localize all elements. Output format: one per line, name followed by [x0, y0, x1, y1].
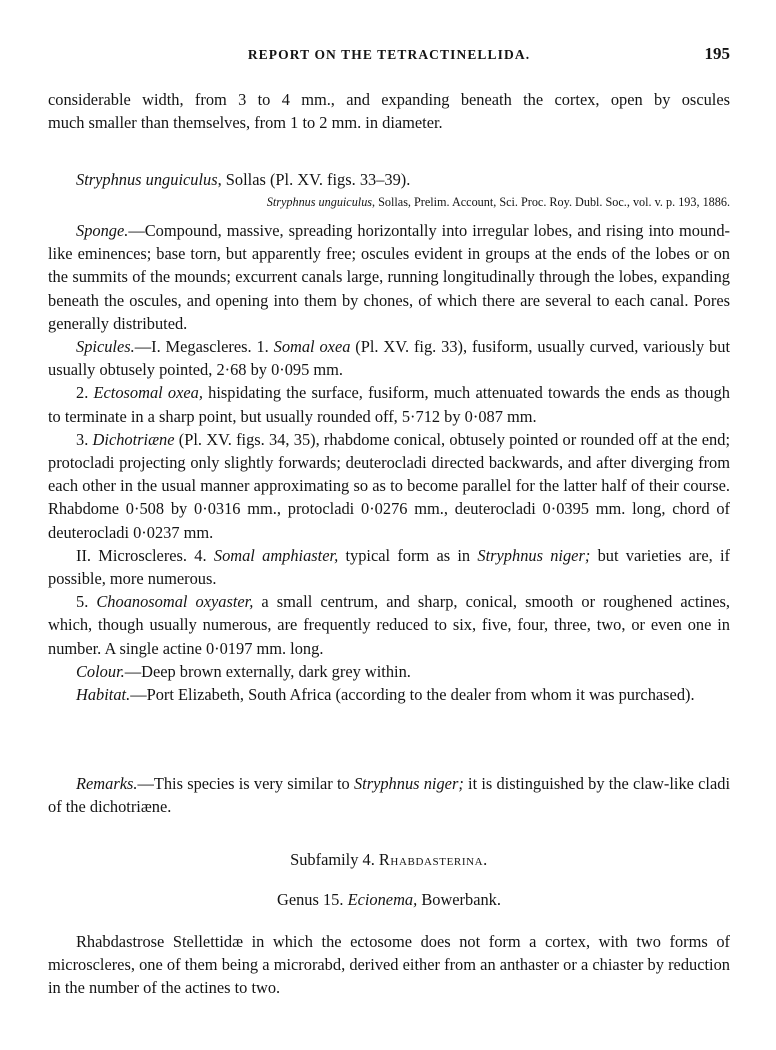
citation-name: Stryphnus unguiculus: [266, 195, 373, 209]
remarks-label: Remarks.: [76, 774, 138, 793]
somal-amphiaster-name: Somal amphiaster,: [213, 545, 339, 565]
genus-author: Bowerbank.: [417, 890, 501, 909]
subfamily-prefix: Subfamily 4.: [290, 850, 379, 869]
spicules-paragraph-1: [48, 335, 730, 381]
spicules-text-4c: but varieties are, if possible, more numerous.: [48, 545, 730, 589]
sponge-label: Sponge.: [76, 221, 129, 240]
spicules-text-2a: 2.: [76, 383, 94, 403]
dichotriaene-name: Dichotriæne: [92, 429, 175, 449]
spicules-text-5a: 5.: [76, 592, 97, 612]
ectosomal-oxea-name: Ectosomal oxea,: [93, 383, 203, 403]
species-name: Stryphnus unguiculus: [76, 170, 218, 189]
subfamily-name: Rhabdasterina.: [378, 850, 488, 869]
intro-line-2: much smaller than themselves, from 1 to 2 mm. in diameter.: [48, 113, 443, 133]
colour-label: Colour.: [76, 661, 125, 681]
genus-name: Ecionema,: [347, 890, 418, 909]
colour-text: —Deep brown externally, dark grey within.: [124, 661, 411, 681]
running-header: [48, 44, 730, 69]
species-authority: , Sollas (Pl. XV. figs. 33–39).: [217, 170, 411, 189]
page-number: 195: [704, 44, 730, 63]
habitat-label: Habitat.: [76, 685, 131, 705]
genus-description: [48, 930, 730, 1000]
sponge-text: —Compound, massive, spreading horizontally into irregular lobes, and rising into mound-like eminences; base torn, but apparently free; oscules evident in groups at the ends of the lobes or on the summits of the mounds; excurrent canals large, running longitudinally through the lobes, expanding beneath the oscules, and opening into them by chones, of which there are several to each canal. Pores generally distributed.: [48, 221, 730, 333]
running-title: REPORT ON THE TETRACTINELLIDA.: [247, 47, 531, 62]
spicules-paragraph-5: [48, 590, 730, 660]
spicules-text-4a: II. Microscleres. 4.: [76, 545, 214, 565]
remarks-text-b: it is distinguished by the claw-like cladi of the dichotriæne.: [48, 774, 731, 817]
intro-line-1: considerable width, from 3 to 4 mm., and expanding beneath the cortex, open by oscules: [48, 90, 730, 109]
spicules-text-1a: —I. Megascleres. 1.: [134, 337, 274, 357]
genus-description-text: Rhabdastrose Stellettidæ in which the ectosome does not form a cortex, with two forms of microscleres, one of them being a microrabd, derived either from an anthaster or a chiaster by reduction in the number of the actines to two.: [48, 932, 730, 998]
spicules-paragraph-4: [48, 544, 730, 590]
citation-text: , Sollas, Prelim. Account, Sci. Proc. Roy. Dubl. Soc., vol. v. p. 193, 1886.: [372, 195, 730, 209]
description-body: [48, 219, 730, 706]
choanosomal-oxyaster-name: Choanosomal oxyaster,: [96, 592, 254, 612]
habitat-paragraph: [48, 683, 730, 706]
spicules-text-3b: (Pl. XV. figs. 34, 35), rhabdome conical, obtusely pointed or rounded off at the end; protocladi projecting only slightly forwards; deuterocladi directed backwards, and after diverging from each other in the usual manner approximating so as to become parallel for the latter half of their course. Rhabdome 0·508 by 0·0316 mm., protocladi 0·0276 mm., deuterocladi 0·0395 mm. long, chord of deuterocladi 0·0237 mm.: [48, 429, 731, 542]
somal-oxea-name: Somal oxea: [273, 337, 351, 357]
colour-paragraph: [48, 660, 730, 683]
spicules-text-2b: hispidating the surface, fusiform, much attenuated towards the ends as though to terminate in a sharp point, but usually rounded off, 5·712 by 0·087 mm.: [48, 383, 731, 426]
genus-prefix: Genus 15.: [277, 890, 348, 909]
remarks-ref: Stryphnus niger;: [353, 774, 464, 793]
remarks-paragraph: [48, 772, 730, 818]
species-heading: [48, 168, 730, 191]
sponge-paragraph: [48, 219, 730, 335]
intro-paragraph: [48, 88, 730, 134]
spicules-paragraph-2: [48, 381, 730, 427]
remarks-text-a: —This species is very similar to: [137, 774, 354, 793]
spicules-paragraph-3: [48, 428, 730, 544]
species-citation: [48, 194, 730, 210]
habitat-text: —Port Elizabeth, South Africa (according to the dealer from whom it was purchased).: [130, 685, 695, 705]
spicules-text-4b: typical form as in: [338, 545, 478, 565]
stryphnus-niger-ref: Stryphnus niger;: [477, 545, 591, 565]
genus-heading: [48, 888, 730, 911]
spicules-text-1b: (Pl. XV. fig. 33), fusiform, usually curved, variously but usually obtusely pointed, 2·68 by 0·095 mm.: [48, 337, 730, 380]
spicules-text-5b: a small centrum, and sharp, conical, smooth or roughened actines, which, though usually numerous, are frequently reduced to six, five, four, three, two, or even one in number. A single actine 0·0197 mm. long.: [48, 592, 731, 658]
spicules-label: Spicules.: [76, 337, 135, 357]
subfamily-heading: [48, 848, 730, 871]
spicules-text-3a: 3.: [76, 429, 93, 449]
